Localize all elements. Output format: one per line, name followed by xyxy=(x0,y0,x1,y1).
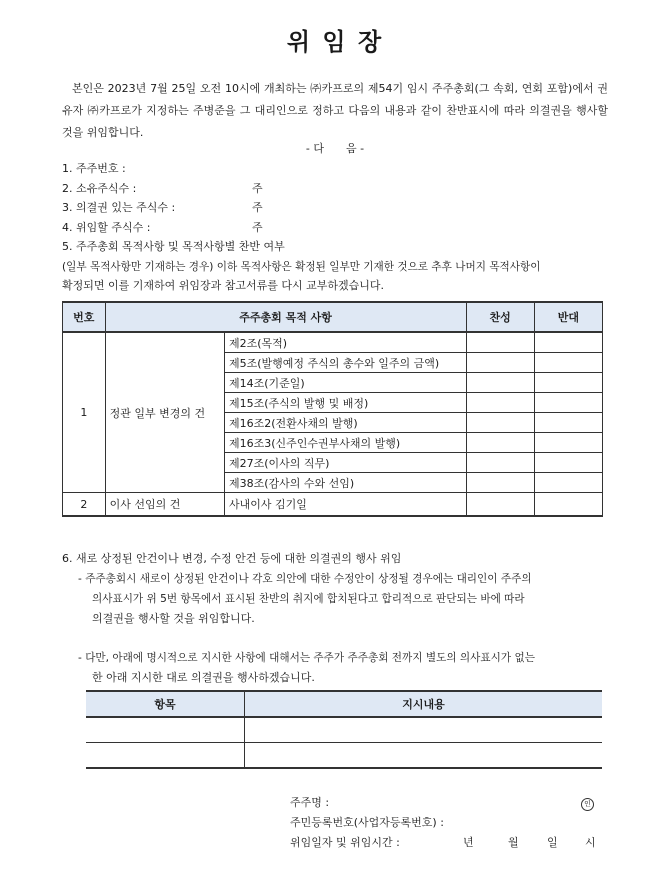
date-day-label: 일 xyxy=(547,836,558,849)
agenda-subitem: 제2조(목적) xyxy=(225,332,467,353)
approve-cell[interactable] xyxy=(466,493,534,517)
approve-cell[interactable] xyxy=(466,433,534,453)
instruction-content-cell[interactable] xyxy=(245,717,603,743)
table-row xyxy=(86,717,602,743)
reject-cell[interactable] xyxy=(534,413,602,433)
reject-cell[interactable] xyxy=(534,393,602,413)
section6-bullet2-line1: - 다만, 아래에 명시적으로 지시한 사항에 대해서는 주주가 주주총회 전까지 별도의 의사표시가 없는 xyxy=(78,652,535,664)
header-item: 항목 xyxy=(86,691,245,717)
da-eum-heading: - 다 음 - xyxy=(305,142,365,155)
reject-cell[interactable] xyxy=(534,433,602,453)
reject-cell[interactable] xyxy=(534,332,602,353)
approve-cell[interactable] xyxy=(466,353,534,373)
section6-bullet1-line3: 의결권을 행사할 것을 위임합니다. xyxy=(92,612,255,625)
agenda-subitem: 제27조(이사의 직무) xyxy=(225,453,467,473)
approve-cell[interactable] xyxy=(466,473,534,493)
table-row xyxy=(63,332,603,353)
document-title: 위 임 장 xyxy=(286,28,384,56)
reject-cell[interactable] xyxy=(534,353,602,373)
reject-cell[interactable] xyxy=(534,373,602,393)
header-instruction: 지시내용 xyxy=(245,691,603,717)
table-row xyxy=(86,743,602,769)
seal-mark: 인 xyxy=(581,798,594,811)
item-shareholder-number: 1. 주주번호 : xyxy=(62,162,126,175)
shareholder-name-label: 주주명 : xyxy=(290,796,330,809)
registration-number-label: 주민등록번호(사업자등록번호) : xyxy=(290,816,444,829)
intro-paragraph: 본인은 2023년 7월 25일 오전 10시에 개최하는 ㈜카프로의 제54기 임시 주주총회(그 속회, 연회 포함)에서 권유자 ㈜카프로가 지정하는 주병준을 그 대리인으로 정하고 다음의 내용과 같이 찬반표시에 따라 의결권을 행사할 것을 위임합니다. xyxy=(62,82,608,139)
delegation-date-label: 위임일자 및 위임시간 : xyxy=(290,836,400,849)
agenda-subitem: 제5조(발행예정 주식의 총수와 일주의 금액) xyxy=(225,353,467,373)
instruction-item-cell[interactable] xyxy=(86,717,245,743)
item-agenda-heading: 5. 주주총회 목적사항 및 목적사항별 찬반 여부 xyxy=(62,240,285,253)
section6-bullet1-line2: 의사표시가 위 5번 항목에서 표시된 찬반의 취지에 합치된다고 합리적으로 판단되는 바에 따라 xyxy=(92,593,525,605)
item-delegated-shares-label: 4. 위임할 주식수 : xyxy=(62,221,151,234)
item-delegated-shares-unit: 주 xyxy=(252,221,263,234)
agenda-subitem: 사내이사 김기일 xyxy=(225,493,467,517)
agenda-subitem: 제38조(감사의 수와 선임) xyxy=(225,473,467,493)
section6-bullet1-line1: - 주주총회시 새로이 상정된 안건이나 각호 의안에 대한 수정안이 상정될 경우에는 대리인이 주주의 xyxy=(78,573,532,585)
reject-cell[interactable] xyxy=(534,453,602,473)
agenda-table xyxy=(62,301,603,517)
agenda-note-line2: 확정되면 이를 기재하여 위임장과 참고서류를 다시 교부하겠습니다. xyxy=(62,279,385,292)
header-number: 번호 xyxy=(63,302,106,332)
section6-bullet2-line2: 한 아래 지시한 대로 의결권을 행사하겠습니다. xyxy=(92,671,315,684)
section6-heading: 6. 새로 상정된 안건이나 변경, 수정 안건 등에 대한 의결권의 행사 위임 xyxy=(62,552,402,565)
reject-cell[interactable] xyxy=(534,473,602,493)
agenda-subitem: 제14조(기준일) xyxy=(225,373,467,393)
reject-cell[interactable] xyxy=(534,493,602,517)
date-hour-label: 시 xyxy=(585,836,596,849)
agenda-name-1: 정관 일부 변경의 건 xyxy=(105,332,224,493)
header-subject: 주주총회 목적 사항 xyxy=(105,302,466,332)
approve-cell[interactable] xyxy=(466,413,534,433)
agenda-note-line1: (일부 목적사항만 기재하는 경우) 이하 목적사항은 확정된 일부만 기재한 것으로 추후 나머지 목적사항이 xyxy=(62,261,541,273)
date-year-label: 년 xyxy=(463,836,474,849)
item-voting-shares-unit: 주 xyxy=(252,201,263,214)
approve-cell[interactable] xyxy=(466,393,534,413)
approve-cell[interactable] xyxy=(466,453,534,473)
table-row xyxy=(63,493,603,517)
item-voting-shares-label: 3. 의결권 있는 주식수 : xyxy=(62,201,176,214)
approve-cell[interactable] xyxy=(466,373,534,393)
agenda-subitem: 제15조(주식의 발행 및 배정) xyxy=(225,393,467,413)
header-approve: 찬성 xyxy=(466,302,534,332)
agenda-subitem: 제16조2(전환사채의 발행) xyxy=(225,413,467,433)
instruction-table xyxy=(86,690,602,769)
agenda-number-2: 2 xyxy=(63,493,106,517)
header-reject: 반대 xyxy=(534,302,602,332)
instruction-item-cell[interactable] xyxy=(86,743,245,769)
date-month-label: 월 xyxy=(508,836,519,849)
agenda-subitem: 제16조3(신주인수권부사채의 발행) xyxy=(225,433,467,453)
instruction-content-cell[interactable] xyxy=(245,743,603,769)
agenda-number-1: 1 xyxy=(63,332,106,493)
item-owned-shares-unit: 주 xyxy=(252,182,263,195)
approve-cell[interactable] xyxy=(466,332,534,353)
agenda-name-2: 이사 선임의 건 xyxy=(105,493,224,517)
item-owned-shares-label: 2. 소유주식수 : xyxy=(62,182,137,195)
